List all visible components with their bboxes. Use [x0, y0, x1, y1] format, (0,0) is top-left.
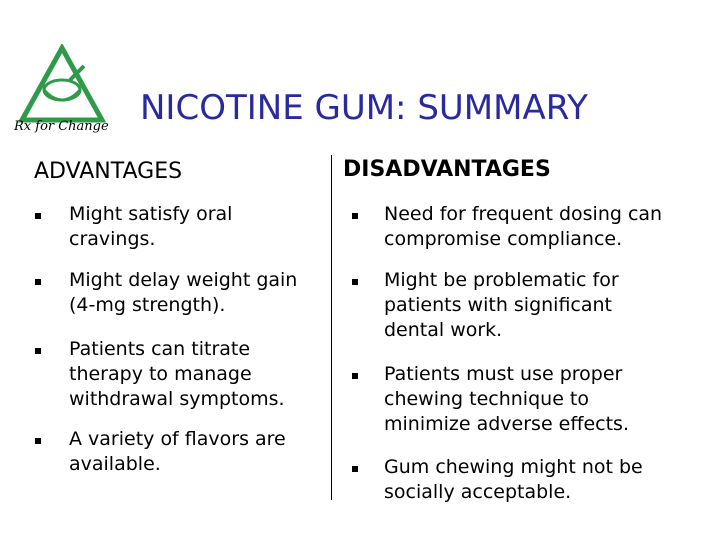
list-item-line: Might delay weight gain — [69, 269, 298, 291]
disadvantages-heading: DISADVANTAGES — [343, 157, 551, 182]
list-item — [69, 337, 285, 412]
list-item-line: chewing technique to — [384, 388, 589, 410]
bullet-icon — [35, 438, 41, 444]
list-item-line: Patients must use proper — [384, 363, 623, 385]
list-item-line: cravings. — [69, 228, 156, 250]
list-item — [384, 362, 629, 437]
bullet-icon — [352, 213, 358, 219]
bullet-icon — [35, 348, 41, 354]
list-item-line: Gum chewing might not be — [384, 456, 643, 478]
list-item-line: Patients can titrate — [69, 338, 251, 360]
slide-title: NICOTINE GUM: SUMMARY — [140, 88, 588, 128]
list-item — [384, 455, 643, 505]
list-item — [384, 202, 662, 252]
advantages-heading: ADVANTAGES — [34, 159, 183, 184]
rx-for-change-logo — [10, 44, 112, 134]
list-item-line: socially acceptable. — [384, 481, 572, 503]
list-item-line: Might satisfy oral — [69, 203, 233, 225]
list-item — [69, 427, 286, 477]
list-item — [384, 268, 619, 343]
list-item-line: compromise compliance. — [384, 228, 623, 250]
bullet-icon — [352, 373, 358, 379]
list-item-line: withdrawal symptoms. — [69, 388, 285, 410]
bullet-icon — [35, 213, 41, 219]
list-item-line: therapy to manage — [69, 363, 252, 385]
column-divider — [331, 155, 332, 500]
list-item-line: dental work. — [384, 319, 503, 341]
bullet-icon — [352, 279, 358, 285]
list-item-line: patients with significant — [384, 294, 613, 316]
list-item-line: available. — [69, 453, 161, 475]
list-item — [69, 202, 232, 252]
list-item-line: Might be problematic for — [384, 269, 619, 291]
bullet-icon — [35, 279, 41, 285]
list-item-line: A variety of flavors are — [69, 428, 286, 450]
list-item-line: (4-mg strength). — [69, 294, 226, 316]
list-item-line: Need for frequent dosing can — [384, 203, 663, 225]
list-item-line: minimize adverse effects. — [384, 413, 629, 435]
list-item — [69, 268, 297, 318]
bullet-icon — [352, 466, 358, 472]
logo-text: Rx for Change — [14, 119, 109, 134]
